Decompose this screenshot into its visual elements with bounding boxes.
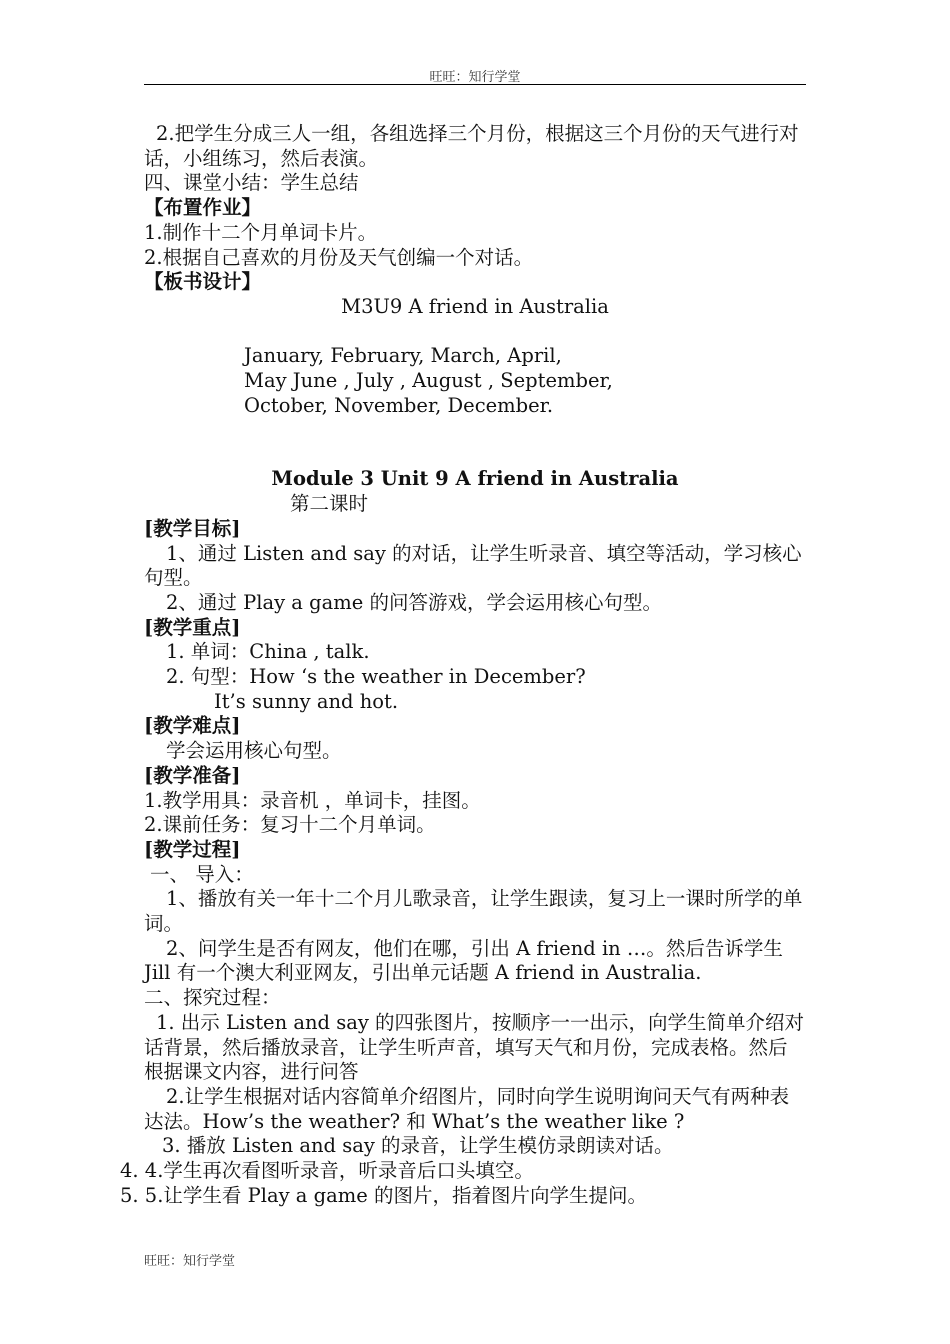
paragraph: 2.把学生分成三人一组，各组选择三个月份，根据这三个月份的天气进行对话，小组练习，然后表演。 — [144, 122, 799, 170]
page-header: 旺旺：知行学堂 — [429, 70, 521, 85]
section-heading: [教学过程] — [144, 837, 241, 861]
page-footer: 旺旺：知行学堂 — [144, 1254, 236, 1269]
paragraph: 1.制作十二个月单词卡片。 — [144, 220, 378, 244]
paragraph: 1、播放有关一年十二个月儿歌录音，让学生跟读，复习上一课时所学的单词。 — [144, 887, 803, 936]
lesson-subtitle: 第二课时 — [290, 492, 369, 516]
board-line: October, November, December. — [244, 393, 554, 417]
paragraph: 1、通过 Listen and say 的对话，让学生听录音、填空等活动，学习核心句型。 — [144, 541, 802, 590]
paragraph: 2.课前任务：复习十二个月单词。 — [144, 813, 436, 837]
section-heading: [教学难点] — [144, 714, 241, 738]
paragraph: 1. 出示 Listen and say 的四张图片，按顺序一一出示，向学生简单介绍对话背景，然后播放录音，让学生听声音，填写天气和月份，完成表格。然后根据课文内容，进行问答 — [144, 1010, 805, 1084]
paragraph: 四、课堂小结：学生总结 — [144, 171, 359, 195]
section-heading: [教学目标] — [144, 516, 241, 540]
list-item: 5. 5.让学生看 Play a game 的图片，指着图片向学生提问。 — [120, 1183, 647, 1207]
paragraph: 2. 句型：How ‘s the weather in December? — [166, 665, 586, 689]
paragraph: 学会运用核心句型。 — [166, 739, 342, 763]
paragraph: It’s sunny and hot. — [214, 689, 399, 713]
board-line: January, February, March, April, — [244, 344, 562, 368]
lesson-title: Module 3 Unit 9 A friend in Australia — [271, 467, 679, 491]
header-divider — [144, 84, 806, 85]
paragraph: 二、探究过程： — [144, 986, 281, 1010]
paragraph: 2.根据自己喜欢的月份及天气创编一个对话。 — [144, 245, 534, 269]
board-title: M3U9 A friend in Australia — [341, 294, 609, 318]
section-heading: 【布置作业】 — [144, 196, 262, 220]
paragraph: 2、问学生是否有网友，他们在哪，引出 A friend in …。然后告诉学生 Jill 有一个澳大利亚网友，引出单元话题 A friend in Australia. — [144, 936, 783, 985]
paragraph: 3. 播放 Listen and say 的录音，让学生模仿录朗读对话。 — [162, 1134, 674, 1158]
paragraph: 1. 单词：China , talk. — [166, 640, 370, 664]
paragraph: 一、 导入： — [150, 862, 254, 886]
board-line: May June , July , August , September, — [244, 369, 613, 393]
section-heading: 【板书设计】 — [144, 270, 262, 294]
paragraph: 1.教学用具：录音机 ，单词卡，挂图。 — [144, 788, 481, 812]
paragraph: 2.让学生根据对话内容简单介绍图片，同时向学生说明询问天气有两种表达法。How’s the weather? 和 What’s the weather like ? — [144, 1085, 790, 1133]
section-heading: [教学准备] — [144, 763, 241, 787]
paragraph: 2、通过 Play a game 的问答游戏，学会运用核心句型。 — [166, 590, 662, 614]
list-item: 4. 4.学生再次看图听录音，听录音后口头填空。 — [120, 1159, 534, 1183]
section-heading: [教学重点] — [144, 615, 241, 639]
document-body — [120, 122, 806, 1209]
